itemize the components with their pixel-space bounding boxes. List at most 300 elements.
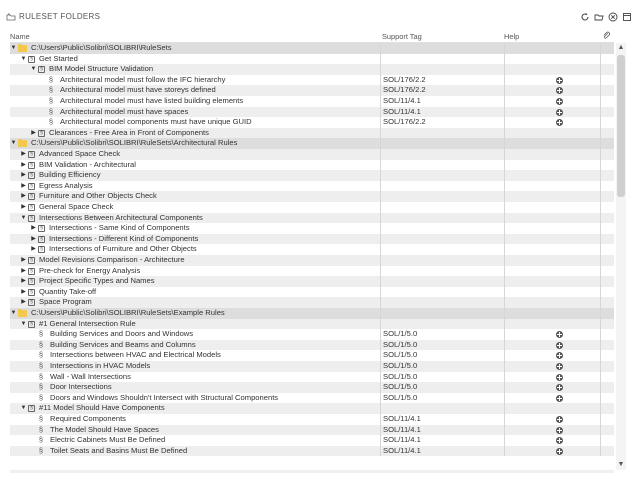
rule-icon: §	[38, 435, 44, 445]
rule-row[interactable]	[10, 350, 614, 361]
support-tag-cell	[380, 128, 504, 139]
name-cell	[10, 170, 101, 181]
help-cell	[504, 96, 600, 107]
rule-icon: §	[38, 350, 44, 360]
support-tag-cell: SOL/11/4.1	[380, 107, 504, 118]
ruleset-row[interactable]	[10, 128, 614, 139]
row-label: Architectural model must have storeys defined	[60, 85, 216, 95]
name-cell	[10, 255, 185, 266]
row-label: Building Efficiency	[39, 170, 101, 180]
row-label: Intersections of Furniture and Other Objects	[49, 244, 197, 254]
column-help-header[interactable]: Help	[504, 32, 520, 41]
scrollbar-thumb[interactable]	[617, 55, 625, 197]
attachment-cell	[600, 308, 614, 319]
column-support-tag-header[interactable]: Support Tag	[382, 32, 422, 41]
help-cell	[504, 117, 600, 128]
attachment-cell	[600, 244, 614, 255]
ruleset-row[interactable]	[10, 234, 614, 245]
name-cell	[10, 329, 193, 340]
attachment-cell	[600, 107, 614, 118]
help-cell	[504, 372, 600, 383]
horizontal-scrollbar[interactable]	[10, 470, 614, 473]
rule-icon: §	[48, 106, 54, 116]
name-cell	[10, 435, 165, 446]
name-cell	[10, 149, 120, 160]
name-cell	[10, 382, 112, 393]
attachment-cell	[600, 425, 614, 436]
name-cell	[10, 213, 203, 224]
maximize-icon[interactable]	[622, 12, 632, 22]
folder-row[interactable]	[10, 138, 614, 149]
help-cell	[504, 425, 600, 436]
support-tag-cell	[380, 223, 504, 234]
rule-icon: §	[38, 339, 44, 349]
attachment-cell	[600, 117, 614, 128]
row-label: Architectural model must have spaces	[60, 106, 189, 116]
rule-icon: §	[48, 96, 54, 105]
ruleset-icon: §	[28, 151, 35, 158]
row-label: Building Services and Doors and Windows	[50, 329, 194, 339]
ruleset-row[interactable]	[10, 266, 614, 277]
support-tag-cell: SOL/176/2.2	[380, 117, 504, 128]
support-tag-cell: SOL/1/5.0	[380, 393, 504, 404]
rule-icon: §	[48, 85, 54, 95]
name-cell	[10, 107, 188, 118]
expand-arrow-right-icon[interactable]: ▶	[31, 129, 36, 136]
ruleset-row[interactable]	[10, 64, 614, 75]
row-label: Furniture and Other Objects Check	[39, 191, 157, 201]
attachment-cell	[600, 446, 614, 457]
rule-row[interactable]	[10, 96, 614, 107]
name-cell	[10, 181, 93, 192]
help-cell	[504, 414, 600, 425]
attachment-cell	[600, 43, 614, 54]
name-cell	[10, 160, 136, 171]
row-label: General Space Check	[39, 202, 114, 211]
support-tag-cell: SOL/1/5.0	[380, 350, 504, 361]
ruleset-icon: §	[38, 130, 45, 137]
refresh-icon[interactable]	[580, 12, 590, 22]
help-cell	[504, 43, 600, 54]
help-cell	[504, 64, 600, 75]
row-label: Intersections - Same Kind of Components	[49, 223, 190, 233]
help-icon[interactable]	[556, 448, 563, 455]
expand-arrow-down-icon[interactable]: ▼	[10, 140, 17, 147]
rule-icon: §	[48, 74, 54, 84]
row-label: Doors and Windows Shouldn't Intersect with Structural Components	[50, 392, 279, 402]
name-cell	[10, 297, 92, 308]
row-label: BIM Validation - Architectural	[39, 159, 136, 169]
ruleset-row[interactable]	[10, 213, 614, 224]
rule-row[interactable]	[10, 329, 614, 340]
attachment-cell	[600, 393, 614, 404]
help-icon[interactable]	[556, 98, 563, 105]
help-icon[interactable]	[556, 416, 563, 423]
ruleset-icon: §	[28, 278, 35, 285]
ruleset-row[interactable]	[10, 202, 614, 213]
attachment-cell	[600, 223, 614, 234]
name-cell	[10, 340, 196, 351]
name-cell	[10, 276, 155, 287]
attachment-cell	[600, 329, 614, 340]
ruleset-row[interactable]	[10, 255, 614, 266]
attachment-cell	[600, 414, 614, 425]
row-label: Clearances - Free Area in Front of Components	[49, 127, 209, 137]
help-cell	[504, 244, 600, 255]
support-tag-cell: SOL/1/5.0	[380, 382, 504, 393]
ruleset-icon: §	[28, 321, 35, 328]
ruleset-row[interactable]	[10, 276, 614, 287]
support-tag-cell	[380, 64, 504, 75]
ruleset-row[interactable]	[10, 403, 614, 414]
folder-row[interactable]	[10, 43, 614, 54]
attachment-cell	[600, 276, 614, 287]
name-cell	[10, 223, 190, 234]
support-tag-cell	[380, 244, 504, 255]
name-cell	[10, 446, 187, 457]
rule-icon: §	[38, 445, 44, 455]
name-cell	[10, 202, 113, 213]
expand-arrow-right-icon[interactable]: ▶	[21, 193, 26, 200]
ruleset-row[interactable]	[10, 191, 614, 202]
expand-arrow-down-icon[interactable]: ▼	[20, 405, 27, 412]
rule-row[interactable]	[10, 425, 614, 436]
expand-arrow-right-icon[interactable]: ▶	[21, 288, 26, 295]
rule-icon: §	[38, 392, 44, 402]
help-cell	[504, 287, 600, 298]
row-label: Architectural model components must have unique GUID	[60, 117, 252, 127]
ruleset-row[interactable]	[10, 244, 614, 255]
help-cell	[504, 107, 600, 118]
header-toolbar	[580, 12, 632, 24]
name-cell	[10, 234, 198, 245]
rule-icon: §	[38, 329, 44, 339]
rule-row[interactable]	[10, 382, 614, 393]
support-tag-cell	[380, 191, 504, 202]
ruleset-row[interactable]	[10, 287, 614, 298]
help-icon[interactable]	[556, 395, 563, 402]
row-label: Intersections Between Architectural Components	[39, 212, 203, 222]
row-label: Get Started	[39, 53, 78, 63]
support-tag-cell	[380, 297, 504, 308]
rule-row[interactable]	[10, 435, 614, 446]
help-icon[interactable]	[556, 374, 563, 381]
folder-icon	[18, 310, 27, 317]
row-label: C:\Users\Public\Solibri\SOLIBRI\RuleSets\Example Rules	[31, 308, 225, 317]
support-tag-cell	[380, 319, 504, 330]
ruleset-icon: §	[28, 215, 35, 222]
support-tag-cell	[380, 403, 504, 414]
attachment-cell	[600, 361, 614, 372]
help-icon[interactable]	[556, 342, 563, 349]
expand-arrow-right-icon[interactable]: ▶	[21, 182, 26, 189]
expand-arrow-down-icon[interactable]: ▼	[20, 214, 27, 221]
expand-arrow-right-icon[interactable]: ▶	[21, 161, 26, 168]
attachment-cell	[600, 287, 614, 298]
support-tag-cell: SOL/11/4.1	[380, 435, 504, 446]
folder-row[interactable]	[10, 308, 614, 319]
help-cell	[504, 138, 600, 149]
name-cell	[10, 138, 237, 149]
support-tag-cell: SOL/1/5.0	[380, 361, 504, 372]
name-cell	[10, 361, 150, 372]
attachment-cell	[600, 213, 614, 224]
support-tag-cell	[380, 170, 504, 181]
expand-arrow-down-icon[interactable]: ▼	[10, 310, 17, 316]
attachment-cell	[600, 138, 614, 149]
close-icon[interactable]	[608, 12, 618, 22]
name-cell	[10, 350, 221, 361]
ruleset-row[interactable]	[10, 223, 614, 234]
help-cell	[504, 223, 600, 234]
rule-icon: §	[38, 361, 44, 370]
row-label: #11 Model Should Have Components	[39, 403, 165, 413]
open-folder-icon[interactable]	[594, 12, 604, 22]
row-label: The Model Should Have Spaces	[50, 424, 159, 434]
help-icon[interactable]	[556, 437, 563, 444]
help-cell	[504, 191, 600, 202]
column-name-header[interactable]: Name	[10, 32, 30, 41]
row-label: Required Components	[50, 414, 126, 423]
help-cell	[504, 149, 600, 160]
scroll-down-icon[interactable]: ▼	[617, 461, 625, 468]
ruleset-icon: §	[28, 162, 35, 169]
help-icon[interactable]	[556, 427, 563, 434]
support-tag-cell	[380, 202, 504, 213]
support-tag-cell	[380, 43, 504, 54]
row-label: Model Revisions Comparison - Architecture	[39, 255, 185, 264]
help-cell	[504, 340, 600, 351]
support-tag-cell: SOL/11/4.1	[380, 446, 504, 457]
help-icon[interactable]	[556, 363, 563, 370]
attachment-cell	[600, 202, 614, 213]
expand-arrow-right-icon[interactable]: ▶	[31, 225, 36, 232]
ruleset-icon: §	[28, 257, 35, 264]
attachment-cell	[600, 149, 614, 160]
help-cell	[504, 75, 600, 86]
expand-arrow-right-icon[interactable]: ▶	[21, 204, 26, 210]
attachment-cell	[600, 96, 614, 107]
ruleset-row[interactable]	[10, 181, 614, 192]
support-tag-cell: SOL/1/5.0	[380, 340, 504, 351]
help-cell	[504, 382, 600, 393]
name-cell	[10, 85, 216, 96]
attachment-cell	[600, 64, 614, 75]
rule-row[interactable]	[10, 393, 614, 404]
support-tag-cell	[380, 276, 504, 287]
attachment-cell	[600, 350, 614, 361]
rule-row[interactable]	[10, 446, 614, 457]
folder-icon	[18, 140, 27, 147]
help-cell	[504, 128, 600, 139]
name-cell	[10, 414, 126, 425]
expand-arrow-right-icon[interactable]: ▶	[21, 299, 26, 306]
row-label: Intersections between HVAC and Electrical Models	[50, 350, 221, 360]
attachment-cell	[600, 372, 614, 383]
support-tag-cell	[380, 308, 504, 319]
help-icon[interactable]	[556, 384, 563, 391]
help-cell	[504, 85, 600, 96]
name-cell	[10, 287, 96, 298]
expand-arrow-right-icon[interactable]: ▶	[31, 246, 36, 253]
rule-row[interactable]	[10, 75, 614, 86]
help-cell	[504, 181, 600, 192]
rule-row[interactable]	[10, 85, 614, 96]
help-cell	[504, 170, 600, 181]
help-cell	[504, 54, 600, 65]
row-label: Toilet Seats and Basins Must Be Defined	[50, 445, 188, 455]
name-cell	[10, 319, 136, 330]
ruleset-icon: §	[38, 66, 45, 73]
row-label: Space Program	[39, 297, 92, 307]
attachment-cell	[600, 297, 614, 308]
row-label: Intersections in HVAC Models	[50, 361, 151, 370]
column-header	[10, 32, 614, 43]
ruleset-icon: §	[28, 268, 35, 275]
rule-row[interactable]	[10, 372, 614, 383]
vertical-scrollbar[interactable]	[616, 43, 626, 470]
attachment-cell	[600, 340, 614, 351]
attachment-cell	[600, 191, 614, 202]
rule-row[interactable]	[10, 414, 614, 425]
attachment-cell	[600, 266, 614, 277]
ruleset-row[interactable]	[10, 149, 614, 160]
name-cell	[10, 372, 131, 383]
ruleset-icon: §	[38, 236, 45, 243]
name-cell	[10, 64, 153, 75]
help-icon[interactable]	[556, 352, 563, 359]
name-cell	[10, 308, 225, 319]
ruleset-row[interactable]	[10, 319, 614, 330]
panel-title: RULESET FOLDERS	[19, 12, 101, 21]
row-label: C:\Users\Public\Solibri\SOLIBRI\RuleSets	[31, 43, 172, 52]
rule-icon: §	[38, 414, 44, 423]
expand-arrow-down-icon[interactable]: ▼	[20, 320, 27, 327]
help-icon[interactable]	[556, 87, 563, 94]
support-tag-cell	[380, 138, 504, 149]
rule-row[interactable]	[10, 361, 614, 372]
attachment-cell	[600, 403, 614, 414]
paperclip-icon[interactable]	[602, 31, 611, 40]
rule-icon: §	[38, 424, 44, 434]
expand-arrow-right-icon[interactable]: ▶	[21, 267, 26, 274]
help-icon[interactable]	[556, 119, 563, 126]
ruleset-icon: §	[38, 225, 45, 232]
help-cell	[504, 160, 600, 171]
name-cell	[10, 403, 165, 414]
help-cell	[504, 297, 600, 308]
row-label: Electric Cabinets Must Be Defined	[50, 435, 166, 445]
help-cell	[504, 319, 600, 330]
attachment-cell	[600, 54, 614, 65]
row-label: Project Specific Types and Names	[39, 276, 155, 286]
help-cell	[504, 308, 600, 319]
help-cell	[504, 350, 600, 361]
support-tag-cell	[380, 234, 504, 245]
row-label: C:\Users\Public\Solibri\SOLIBRI\RuleSets\Architectural Rules	[31, 138, 238, 148]
name-cell	[10, 425, 159, 436]
help-cell	[504, 234, 600, 245]
help-icon[interactable]	[556, 109, 563, 116]
support-tag-cell	[380, 54, 504, 65]
name-cell	[10, 75, 225, 86]
ruleset-icon: §	[28, 299, 35, 306]
expand-arrow-right-icon[interactable]: ▶	[21, 278, 26, 285]
rule-row[interactable]	[10, 117, 614, 128]
attachment-cell	[600, 234, 614, 245]
support-tag-cell: SOL/1/5.0	[380, 329, 504, 340]
help-icon[interactable]	[556, 331, 563, 338]
row-label: Advanced Space Check	[39, 149, 121, 158]
help-cell	[504, 202, 600, 213]
row-label: Quantity Take-off	[39, 286, 97, 296]
expand-arrow-down-icon[interactable]: ▼	[30, 66, 37, 73]
name-cell	[10, 43, 172, 54]
row-label: #1 General Intersection Rule	[39, 318, 136, 328]
support-tag-cell	[380, 266, 504, 277]
rule-icon: §	[48, 117, 54, 127]
expand-arrow-right-icon[interactable]: ▶	[21, 172, 26, 179]
row-label: Architectural model must have listed building elements	[60, 96, 244, 105]
support-tag-cell	[380, 287, 504, 298]
help-cell	[504, 435, 600, 446]
rule-row[interactable]	[10, 340, 614, 351]
help-cell	[504, 446, 600, 457]
attachment-cell	[600, 181, 614, 192]
ruleset-icon: §	[28, 193, 35, 200]
ruleset-icon: §	[28, 56, 35, 63]
support-tag-cell	[380, 149, 504, 160]
row-label: Door Intersections	[50, 382, 112, 392]
row-label: Architectural model must follow the IFC hierarchy	[60, 74, 226, 84]
help-cell	[504, 393, 600, 404]
name-cell	[10, 117, 252, 128]
support-tag-cell	[380, 255, 504, 266]
ruleset-row[interactable]	[10, 54, 614, 65]
row-label: Wall - Wall Intersections	[50, 371, 131, 381]
support-tag-cell: SOL/11/4.1	[380, 425, 504, 436]
help-cell	[504, 266, 600, 277]
attachment-cell	[600, 382, 614, 393]
ruleset-icon: §	[38, 246, 45, 253]
expand-arrow-down-icon[interactable]: ▼	[10, 45, 17, 51]
expand-arrow-right-icon[interactable]: ▶	[31, 235, 36, 242]
rule-row[interactable]	[10, 107, 614, 118]
support-tag-cell: SOL/11/4.1	[380, 96, 504, 107]
row-label: Pre-check for Energy Analysis	[39, 265, 141, 275]
folders-icon	[6, 12, 16, 22]
expand-arrow-down-icon[interactable]: ▼	[20, 55, 27, 62]
attachment-cell	[600, 170, 614, 181]
attachment-cell	[600, 255, 614, 266]
expand-arrow-right-icon[interactable]: ▶	[21, 257, 26, 263]
support-tag-cell: SOL/1/5.0	[380, 372, 504, 383]
ruleset-icon: §	[28, 183, 35, 190]
attachment-cell	[600, 319, 614, 330]
attachment-cell	[600, 435, 614, 446]
panel-header	[0, 10, 640, 26]
help-icon[interactable]	[556, 77, 563, 84]
name-cell	[10, 128, 209, 139]
support-tag-cell: SOL/11/4.1	[380, 414, 504, 425]
row-label: Egress Analysis	[39, 180, 93, 190]
ruleset-row[interactable]	[10, 297, 614, 308]
ruleset-row[interactable]	[10, 170, 614, 181]
scroll-up-icon[interactable]: ▲	[617, 44, 625, 51]
ruleset-row[interactable]	[10, 160, 614, 171]
attachment-cell	[600, 128, 614, 139]
expand-arrow-right-icon[interactable]: ▶	[21, 151, 26, 157]
